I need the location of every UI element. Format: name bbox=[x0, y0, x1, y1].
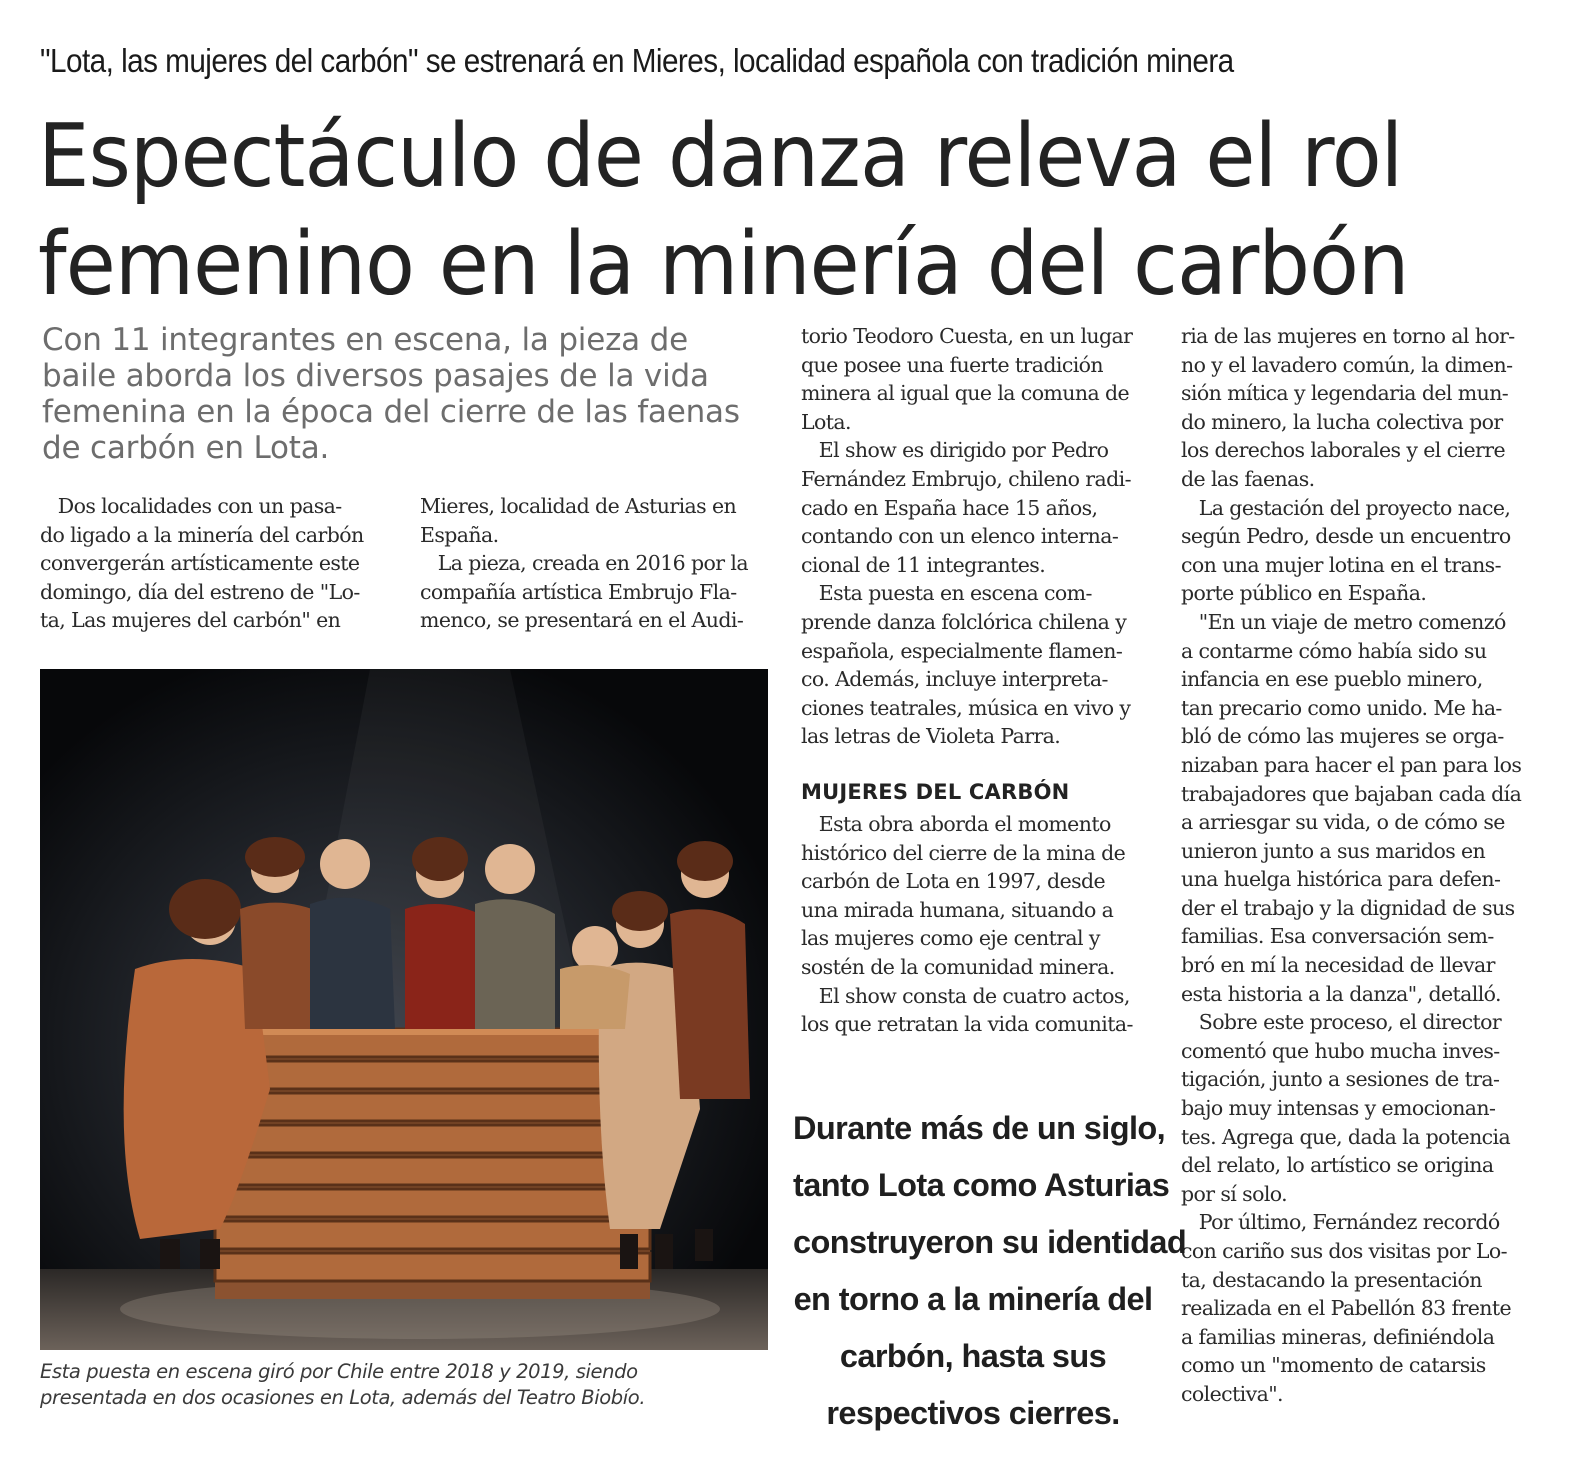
deck-line: femenina en la época del cierre de las faenas bbox=[42, 394, 740, 430]
body-text-line: do minero, la lucha colectiva por bbox=[1181, 409, 1503, 434]
body-text-line: minera al igual que la comuna de bbox=[801, 381, 1130, 406]
body-text-line: porte público en España. bbox=[1181, 581, 1427, 606]
body-text-line: Fernández Embrujo, chileno radi- bbox=[801, 466, 1131, 491]
body-text-line: Esta puesta en escena com- bbox=[801, 581, 1092, 606]
pull-quote-line: respectivos cierres. bbox=[826, 1395, 1120, 1431]
body-text-line: nizaban para hacer el pan para los bbox=[1181, 752, 1522, 777]
body-text-line: según Pedro, desde un encuentro bbox=[1181, 524, 1511, 549]
section-subhead: MUJERES DEL CARBÓN bbox=[801, 780, 1070, 804]
body-text-line: Por último, Fernández recordó bbox=[1181, 1210, 1500, 1235]
wooden-crate bbox=[215, 1029, 650, 1299]
body-text-line: con cariño sus dos visitas por Lo- bbox=[1181, 1239, 1507, 1263]
body-text-line: cional de 11 integrantes. bbox=[801, 552, 1046, 577]
body-text-line: que posee una fuerte tradición bbox=[801, 352, 1104, 377]
pull-quote bbox=[793, 1100, 1187, 1442]
caption-line: presentada en dos ocasiones en Lota, además del Teatro Biobío. bbox=[40, 1386, 646, 1409]
body-text-line: como un "momento de catarsis bbox=[1181, 1353, 1486, 1378]
body-text-line: infancia en ese pueblo minero, bbox=[1181, 667, 1483, 692]
body-text-line: torio Teodoro Cuesta, en un lugar bbox=[801, 324, 1133, 348]
deck-line: de carbón en Lota. bbox=[42, 430, 330, 466]
body-text-line: La gestación del proyecto nace, bbox=[1181, 495, 1511, 520]
body-text-line: las letras de Violeta Parra. bbox=[801, 724, 1061, 749]
body-text-line: unieron junto a sus maridos en bbox=[1181, 838, 1486, 863]
body-column-3-bottom bbox=[801, 810, 1151, 1039]
body-text-line: bró en mí la necesidad de llevar bbox=[1181, 953, 1495, 978]
body-text-line: tan precario como unido. Me ha- bbox=[1181, 695, 1502, 720]
body-text-line: menco, se presentará en el Audi- bbox=[420, 608, 744, 633]
body-text-line: de las faenas. bbox=[1181, 466, 1315, 491]
body-text-line: compañía artística Embrujo Fla- bbox=[420, 579, 737, 604]
body-text-line: España. bbox=[420, 522, 499, 547]
body-text-line: cado en España hace 15 años, bbox=[801, 495, 1098, 520]
body-text-line: una mirada humana, situando a bbox=[801, 897, 1114, 922]
body-text-line: realizada en el Pabellón 83 frente bbox=[1181, 1296, 1512, 1321]
body-text-line: tes. Agrega que, dada la potencia bbox=[1181, 1124, 1511, 1149]
body-text-line: esta historia a la danza", detalló. bbox=[1181, 981, 1501, 1006]
body-text-line: colectiva". bbox=[1181, 1381, 1283, 1406]
body-text-line: los que retratan la vida comunita- bbox=[801, 1012, 1133, 1037]
body-text-line: sostén de la comunidad minera. bbox=[801, 954, 1115, 979]
body-text-line: der el trabajo y la dignidad de sus bbox=[1181, 895, 1515, 920]
pull-quote-line: en torno a la minería del bbox=[793, 1281, 1153, 1317]
article-kicker: "Lota, las mujeres del carbón" se estrenará en Mieres, localidad española con tradición minera bbox=[40, 42, 1234, 79]
body-text-line: las mujeres como eje central y bbox=[801, 926, 1100, 951]
body-text-line: bló de cómo las mujeres se orga- bbox=[1181, 724, 1504, 749]
body-column-3-top bbox=[801, 322, 1151, 751]
body-text-line: co. Además, incluye interpreta- bbox=[801, 667, 1108, 692]
stage-photo-illustration bbox=[40, 669, 768, 1350]
pull-quote-line: carbón, hasta sus bbox=[839, 1338, 1107, 1374]
body-text-line: "En un viaje de metro comenzó bbox=[1181, 609, 1506, 634]
body-text-line: del relato, lo artístico se origina bbox=[1181, 1153, 1494, 1178]
body-text-line: convergerán artísticamente este bbox=[40, 551, 360, 576]
body-text-line: tigación, junto a sesiones de tra- bbox=[1181, 1067, 1500, 1092]
body-text-line: comentó que hubo mucha inves- bbox=[1181, 1038, 1500, 1063]
article-headline bbox=[38, 102, 1441, 318]
body-text-line: ta, destacando la presentación bbox=[1181, 1267, 1482, 1292]
body-column-1 bbox=[40, 492, 390, 635]
body-text-line: ciones teatrales, música en vivo y bbox=[801, 695, 1131, 720]
body-text-line: Dos localidades con un pasa- bbox=[40, 494, 342, 518]
body-text-line: domingo, día del estreno de "Lo- bbox=[40, 579, 360, 604]
body-text-line: a familias mineras, definiéndola bbox=[1181, 1324, 1495, 1349]
body-text-line: sión mítica y legendaria del mun- bbox=[1181, 381, 1509, 406]
headline-line: femenino en la minería del carbón bbox=[38, 213, 1409, 315]
body-text-line: carbón de Lota en 1997, desde bbox=[801, 869, 1106, 894]
body-text-line: no y el lavadero común, la dimen- bbox=[1181, 352, 1513, 377]
body-text-line: trabajadores que bajaban cada día bbox=[1181, 781, 1522, 806]
deck-line: baile aborda los diversos pasajes de la vida bbox=[42, 358, 709, 394]
body-text-line: española, especialmente flamen- bbox=[801, 638, 1123, 663]
body-text-line: Esta obra aborda el momento bbox=[801, 812, 1111, 836]
body-text-line: El show consta de cuatro actos, bbox=[801, 983, 1130, 1008]
body-text-line: una huelga histórica para defen- bbox=[1181, 867, 1501, 892]
body-text-line: Mieres, localidad de Asturias en bbox=[420, 494, 737, 518]
body-text-line: Lota. bbox=[801, 409, 851, 434]
caption-line: Esta puesta en escena giró por Chile entre 2018 y 2019, siendo bbox=[40, 1360, 638, 1383]
body-text-line: con una mujer lotina en el trans- bbox=[1181, 552, 1501, 577]
deck-line: Con 11 integrantes en escena, la pieza de bbox=[42, 322, 688, 358]
body-text-line: contando con un elenco interna- bbox=[801, 524, 1119, 549]
body-text-line: ta, Las mujeres del carbón" en bbox=[40, 608, 341, 633]
body-text-line: ria de las mujeres en torno al hor- bbox=[1181, 324, 1515, 348]
body-text-line: Sobre este proceso, el director bbox=[1181, 1010, 1502, 1035]
body-text-line: La pieza, creada en 2016 por la bbox=[420, 551, 748, 576]
body-column-4 bbox=[1181, 322, 1541, 1409]
article-deck bbox=[42, 322, 772, 466]
body-text-line: prende danza folclórica chilena y bbox=[801, 609, 1127, 634]
pull-quote-line: construyeron su identidad bbox=[793, 1224, 1187, 1260]
body-text-line: a arriesgar su vida, o de cómo se bbox=[1181, 810, 1505, 835]
pull-quote-line: tanto Lota como Asturias bbox=[793, 1167, 1170, 1203]
body-text-line: histórico del cierre de la mina de bbox=[801, 840, 1126, 865]
body-text-line: bajo muy intensas y emocionan- bbox=[1181, 1096, 1496, 1121]
body-text-line: El show es dirigido por Pedro bbox=[801, 438, 1109, 463]
body-text-line: do ligado a la minería del carbón bbox=[40, 522, 364, 547]
body-text-line: por sí solo. bbox=[1181, 1181, 1288, 1206]
headline-line: Espectáculo de danza releva el rol bbox=[38, 105, 1403, 207]
body-text-line: familias. Esa conversación sem- bbox=[1181, 924, 1494, 949]
body-text-line: a contarme cómo había sido su bbox=[1181, 638, 1487, 663]
body-column-2 bbox=[420, 492, 770, 635]
photo-caption bbox=[40, 1359, 780, 1411]
dance-performance-photo bbox=[40, 669, 768, 1350]
body-text-line: los derechos laborales y el cierre bbox=[1181, 438, 1505, 463]
pull-quote-line: Durante más de un siglo, bbox=[793, 1110, 1166, 1146]
